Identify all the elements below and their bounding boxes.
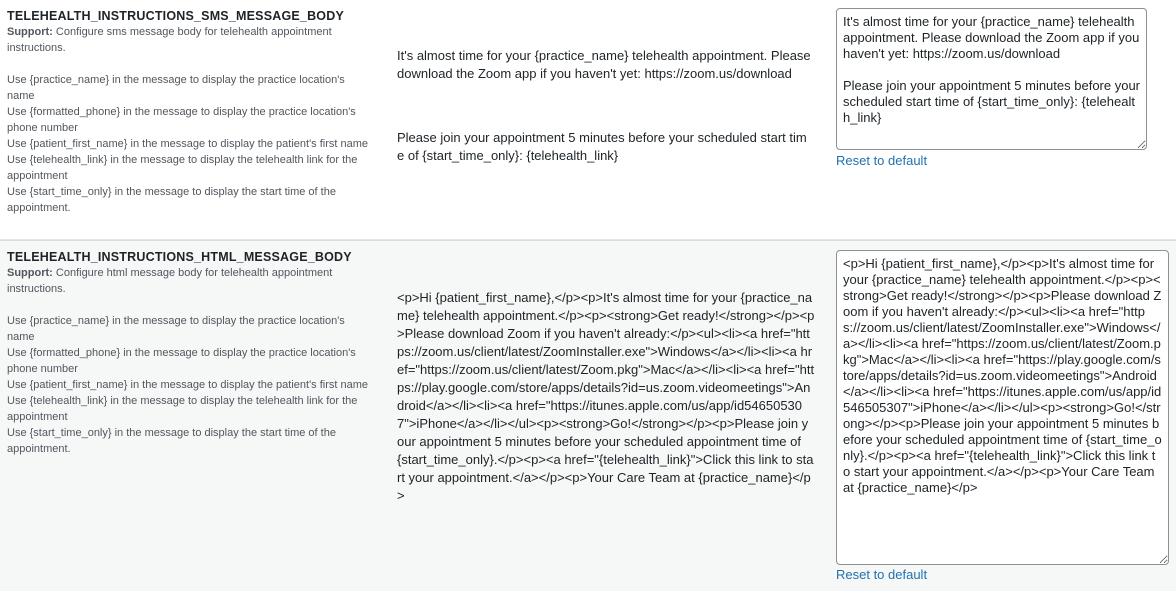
usage-line: Use {telehealth_link} in the message to display the telehealth link for the appointment xyxy=(7,395,358,423)
html-message-body-textarea[interactable] xyxy=(836,250,1169,565)
usage-line: Use {start_time_only} in the message to display the start time of the appointment. xyxy=(7,186,336,214)
support-label: Support: xyxy=(7,26,53,38)
setting-name: TELEHEALTH_INSTRUCTIONS_HTML_MESSAGE_BODY xyxy=(7,250,352,264)
setting-row-sms-message-body xyxy=(0,0,1176,240)
setting-description xyxy=(7,265,375,457)
usage-line: Use {telehealth_link} in the message to display the telehealth link for the appointment xyxy=(7,154,358,182)
usage-line: Use {practice_name} in the message to display the practice location's name xyxy=(7,315,345,343)
setting-description xyxy=(7,24,375,216)
setting-row-html-message-body xyxy=(0,240,1176,591)
usage-line: Use {formatted_phone} in the message to display the practice location's phone number xyxy=(7,347,356,375)
support-label: Support: xyxy=(7,267,53,279)
current-value xyxy=(397,11,815,211)
usage-line: Use {practice_name} in the message to display the practice location's name xyxy=(7,74,345,102)
current-value-paragraph: It's almost time for your {practice_name} telehealth appointment. Please download the Zoom app if you haven't yet: https://zoom.us/download xyxy=(397,48,815,81)
current-value xyxy=(397,253,815,551)
reset-to-default-link[interactable]: Reset to default xyxy=(836,567,928,582)
sms-message-body-textarea[interactable] xyxy=(836,8,1147,150)
current-value-paragraph: Please join your appointment 5 minutes before your scheduled start time of {start_time_only}: {telehealth_link} xyxy=(397,130,807,163)
usage-line: Use {patient_first_name} in the message to display the patient's first name xyxy=(7,138,369,150)
usage-line: Use {formatted_phone} in the message to display the practice location's phone number xyxy=(7,106,356,134)
support-text: Support: Configure html message body for telehealth appointment instructions. xyxy=(7,267,333,295)
reset-to-default-link[interactable]: Reset to default xyxy=(836,153,928,168)
current-value-paragraph: <p>Hi {patient_first_name},</p><p>It's almost time for your {practice_name} telehealth appointment.</p><p><strong>Get ready!</strong></p><p>Please download Zoom if you haven't already:</p><ul><li><a href="https://zoom.us/client/latest/ZoomInstaller.exe">Windows</a></li><li><a href="https://zoom.us/client/latest/Zoom.pkg">Mac</a></li><li><a href="https://play.google.com/store/apps/details?id=us.zoom.videomeetings">Android</a></li><li><a href="https://itunes.apple.com/us/app/id546505307">iPhone</a></li></ul><p><strong>Go!</strong></p><p>Please join your appointment 5 minutes before your scheduled appointment time of {start_time_only}.</p><p><a href="{telehealth_link}">Click this link to start your appointment.</a></p><p>Your Care Team at {practice_name}</p> xyxy=(397,290,815,503)
usage-line: Use {start_time_only} in the message to display the start time of the appointment. xyxy=(7,427,336,455)
usage-line: Use {patient_first_name} in the message to display the patient's first name xyxy=(7,379,369,391)
setting-name: TELEHEALTH_INSTRUCTIONS_SMS_MESSAGE_BODY xyxy=(7,9,344,23)
support-text: Support: Configure sms message body for telehealth appointment instructions. xyxy=(7,26,332,54)
